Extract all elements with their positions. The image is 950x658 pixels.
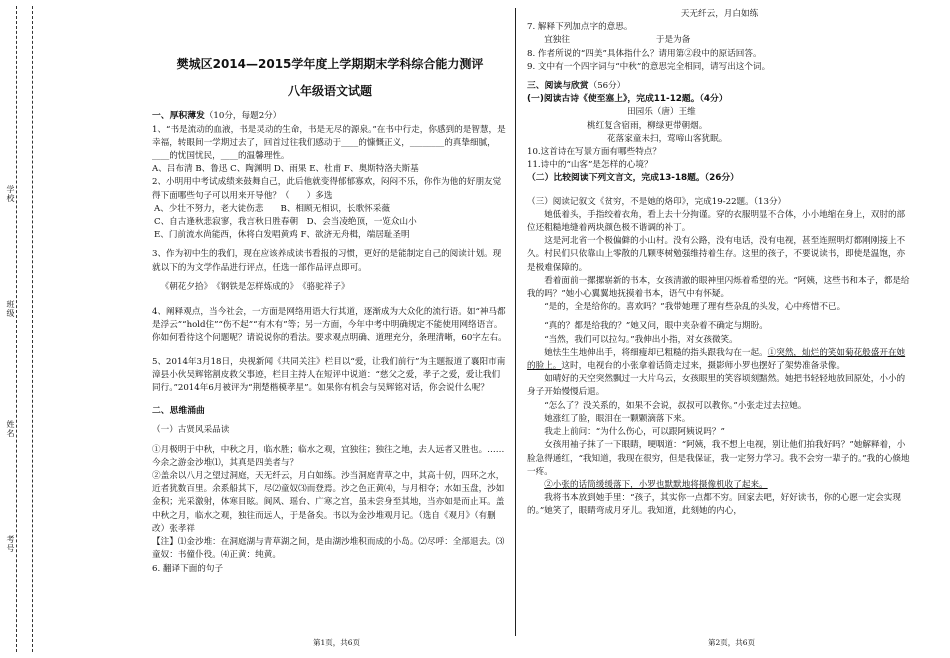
class-label: 班级: [6, 300, 15, 318]
name-label: 姓名: [6, 420, 15, 438]
reading-paragraph-2: ②盖余以八月之望过洞庭，天无纤云，月白如练。沙当洞庭青草之中，其高十仞，四环之水，近者犹数百里。余系船其下，尽⑵童奴⑶而登焉。沙之色正黄⑷，与月相夺；水如玉盘，沙如金积；光采激射，体寒目眩。阆风、瑶台、广寒之宫，虽未尝身至其地，当亦如是而止耳。盖中秋之月，临水之观，独往而远人，于是备矣。书以为金沙堆观月记。（选自《观月》（有删改）张孝祥: [152, 471, 505, 534]
essay-text: 她怯生生地伸出手，将细瘦却已粗糙的指头跟我勾在一起。: [544, 347, 768, 358]
question-2-option-ef: E、门前流水尚能西，休将白发唱黄鸡 F、欲济无舟楫，端居耻圣明: [154, 230, 410, 241]
section-1-title: 一、厚积薄发: [152, 111, 205, 122]
question-3: 3、作为初中生的我们，现在应该养成读书看报的习惯，更好的是能制定自己的阅读计划。现就以下的为文学作品进行评点，任选一部作品评点即可。: [152, 249, 502, 273]
essay-paragraph: 我走上前问：“为什么伤心，可以跟阿姨说吗？”: [544, 427, 725, 438]
essay-paragraph: “当然，我们可以拉勾。”我伸出小指，对女孩微笑。: [544, 334, 738, 345]
section-3-heading: [527, 80, 912, 93]
question-1: 1、“书是流动的血液，书是灵动的生命，书是无尽的源泉。”在书中行走，你感到的是智慧，是幸福，转眼间一学期过去了，回首过往我们感动于____的慷慨正义，________的真挚细腻，____的忧国忧民，____的温馨理性。: [152, 124, 506, 162]
section-3-part-2: （二）比较阅读下列文言文，完成13-18题。（26分）: [527, 173, 739, 184]
section-2-title: 二、思维涌曲: [152, 406, 205, 417]
binding-dashed-line: [32, 6, 33, 652]
question-8: 8. 作者所说的“四美”具体指什么？请用第②段中的原话回答。: [527, 48, 762, 59]
underlined-sentence-1: ①突然，灿烂的笑如菊花般盛开在她的脸上。: [527, 347, 906, 372]
page-footer-right: 第2页，共6页: [708, 638, 756, 647]
question-7-words: 宜独往 于是为备: [544, 35, 691, 46]
essay-text: 这时，电视台的小张拿着话筒走过来，摄影师小罗也摆好了架势准备录像。: [561, 361, 845, 372]
page-footer-left: 第1页，共6页: [313, 638, 361, 647]
essay-paragraph: 她低着头，手指绞着衣角，看上去十分拘谨。穿的衣服明显不合体，小小地缩在身上，双肘的部位还粗糙地缝着两块颜色极不谐调的补丁。: [527, 209, 906, 234]
right-page: [527, 0, 912, 658]
section-1-heading: [152, 110, 508, 123]
underlined-sentence-2: ②小张的话筒缓缓落下，小罗也默默地将摄像机收了起来。: [544, 479, 768, 490]
essay-paragraph: 女孩用袖子抹了一下眼睛，哽咽道：“阿姨，我不想上电视，别让他们拍我好吗？”她解释着，小脸急得通红，“我知道，我现在很穷，但是我保证，我一定努力学习。我不会穷一辈子的。”我的心倏地一疼。: [527, 440, 910, 477]
section-3-note: （56分）: [588, 81, 626, 92]
question-9: 9. 文中有一个四字词与“中秋”的意思完全相同，请写出这个词。: [527, 61, 771, 72]
essay-paragraph: 这是河北省一个极偏僻的小山村。没有公路，没有电话，没有电视，甚至连照明灯都刚刚接上不久。村民们只依靠山上零散的几颗枣树勉强维持着生存。这里的孩子，不要说读书，即使是温饱，亦是极难保障的。: [527, 236, 906, 273]
left-page: [152, 0, 508, 658]
essay-paragraph: “是的，全是给你的。喜欢吗？”我带她理了理有些杂乱的头发，心中疼惜不已。: [544, 302, 846, 313]
binding-margin: [0, 0, 40, 658]
exam-number-label: 考号: [6, 535, 15, 553]
essay-paragraph: [527, 347, 912, 373]
essay-paragraph: 看着面前一摞摞崭新的书本，女孩清澈的眼神里闪烁着希望的光。“阿姨，这些书和本子，都是给我的吗？”她小心翼翼地抚摸着书本，语气中有怀疑。: [527, 275, 910, 300]
question-7: 7. 解释下列加点字的意思。: [527, 22, 633, 33]
question-10: 10.这首诗在写景方面有哪些特点？: [527, 147, 661, 158]
section-1-note: （10分，每题2分）: [204, 111, 282, 122]
essay-paragraph: 我将书本放到她手里：“孩子，其实你一点都不穷。回家去吧，好好读书，你的心愿一定会实现的。”她笑了，眼睛弯成月牙儿。我知道，此刻她的内心，: [527, 493, 901, 517]
question-2-option-cd: C、自古逢秋悲寂寥，我言秋日胜春朝 D、会当凌绝顶，一览众山小: [154, 217, 417, 228]
section-3-part-1: (一)阅读古诗《使至塞上》，完成11-12题。（4分）: [527, 94, 728, 105]
question-11: 11.诗中的“山客”是怎样的心境？: [527, 160, 653, 171]
exam-subtitle: 八年级语文试题: [287, 84, 372, 99]
essay-paragraph: 如晴好的天空突然飘过一大片乌云，女孩眼里的笑容顷刻黯然。她把书轻轻地放回原处，小小的身子开始慢慢后退。: [527, 374, 906, 398]
question-2-option-ab: A、少壮不努力，老大徒伤悲 B、相顾无相识，长歌怀采薇: [154, 203, 390, 214]
binding-dashed-line: [16, 6, 17, 652]
essay-paragraph: “怎么了？没关系的，如果不会说，叔叔可以教你。”小张走过去拉她。: [544, 400, 807, 411]
section-2-subtitle: （一）古贤风采品读: [152, 425, 230, 436]
section-3-part-3: （三）阅读记叙文《贫穷，不是她的烙印》，完成19-22题。（13分）: [527, 196, 787, 207]
question-1-options: A、吕布清 B、鲁迅 C、陶渊明 D、雨果 E、杜甫 F、奥斯特洛夫斯基: [152, 164, 419, 175]
annotation-note: 【注】⑴金沙堆：在洞庭湖与青草湖之间，是由湖沙堆积而成的小岛。⑵尽呼：全部退去。⑶童奴：书僮仆役。⑷正黄：纯黄。: [152, 537, 505, 561]
page-divider: [515, 8, 516, 636]
school-label: 学校: [6, 185, 15, 203]
essay-paragraph: “真的？都是给我的？”她又问，眼中夹杂着不确定与期盼。: [544, 321, 768, 332]
poem-title: 田园乐（唐）王维: [627, 107, 696, 118]
book-list: 《朝花夕拾》 《钢铁是怎样炼成的》 《骆驼祥子》: [160, 281, 350, 292]
poem-line-1: 桃红复含宿雨，柳绿更带朝烟。: [587, 120, 708, 131]
reading-paragraph-1: ①月极明于中秋，中秋之月，临水胜；临水之观，宜独往；独往之地，去人远者又胜也。……今余之游金沙堆⑴，其真是四美者与？: [152, 444, 505, 468]
question-6: 6. 翻译下面的句子: [152, 563, 224, 574]
poem-line-2: 花落家童未扫，莺啼山客犹眠。: [607, 133, 728, 144]
exam-title: 樊城区2014—2015学年度上学期期末学科综合能力测评: [176, 57, 484, 71]
quoted-line: 天无纤云，月白如练: [680, 9, 759, 19]
question-2: 2、小明用中考试成绩来鼓舞自己，此后他就变得郁郁寡欢，闷闷不乐，你作为他的好朋友觉得下面哪些句子可以用来开导他？（ ）多选: [152, 177, 502, 201]
question-5: 5、2014年3月18日，央视新闻《共同关注》栏目以“爱，让我们前行”为主题报道了襄阳市南漳县小伙吴辉铭割皮救父事迹，栏目主持人在短评中说道：“慈父之爱，孝子之爱，爱让我们同行。”2014年6月被评为“荆楚楷模孝星”。如果你有机会与吴辉铭对话，你会说什么呢？: [152, 356, 506, 394]
question-4: 4、阐释观点，当今社会，一方面是网络用语大行其道，逐渐成为大众化的流行语。如“神马都是浮云”“hold住”“伤不起”“有木有”等；另一方面，今年中考中明确规定不能使用网络语言。你如何看待这个问题呢？请说说你的看法。要求观点明确、道理充分，条理清晰，60字左右。: [152, 307, 507, 344]
essay-paragraph: 她涨红了脸，眼泪在一颗颗滴落下来。: [544, 413, 691, 424]
section-3-title: 三、阅读与欣赏: [527, 81, 589, 92]
